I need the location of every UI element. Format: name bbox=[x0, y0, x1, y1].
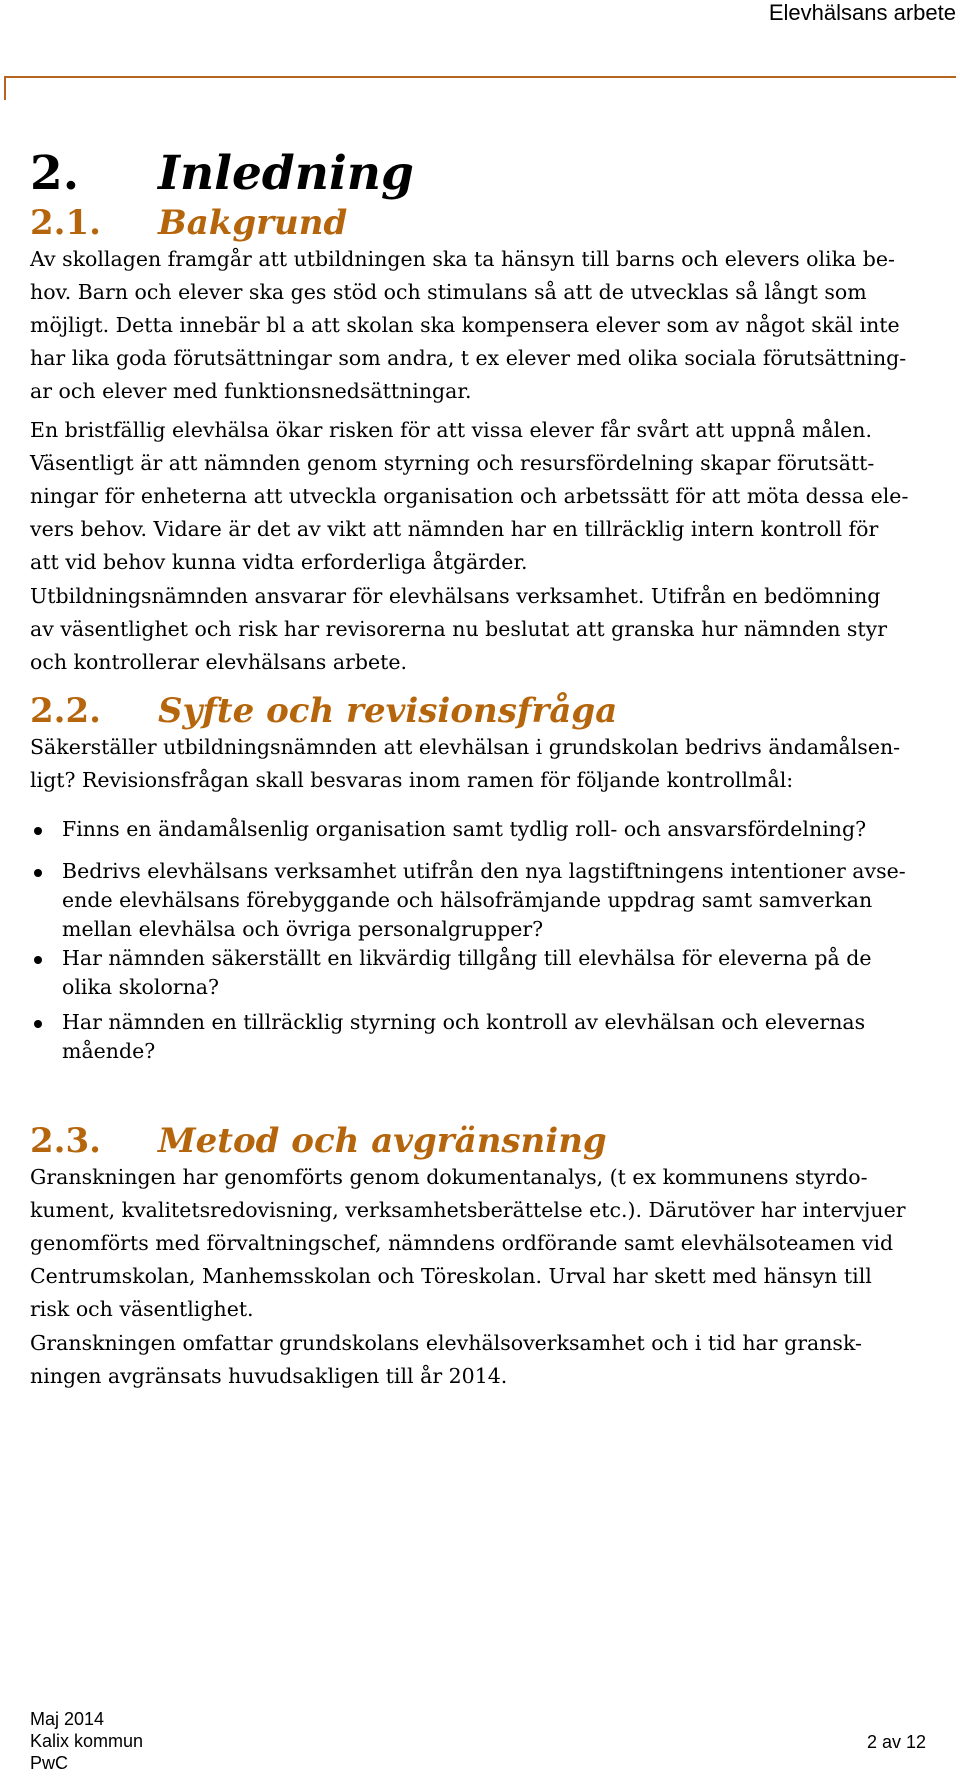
text-line: möjligt. Detta innebär bl a att skolan ska kompensera elever som av något skäl inte bbox=[30, 313, 900, 337]
text-line: att vid behov kunna vidta erforderliga åtgärder. bbox=[30, 550, 528, 574]
text-line: genomförts med förvaltningschef, nämndens ordförande samt elevhälsoteamen vid bbox=[30, 1231, 894, 1255]
chapter-title: Inledning bbox=[158, 146, 414, 201]
text-line: Har nämnden säkerställt en likvärdig tillgång till elevhälsa för eleverna på de bbox=[62, 946, 872, 970]
text-line: mående? bbox=[62, 1039, 156, 1063]
paragraph bbox=[30, 1161, 945, 1326]
text-line: risk och väsentlighet. bbox=[30, 1297, 254, 1321]
text-line: har lika goda förutsättningar som andra, t ex elever med olika sociala förutsättning- bbox=[30, 346, 907, 370]
section-title: Syfte och revisionsfråga bbox=[158, 691, 618, 731]
footer-date: Maj 2014 bbox=[30, 1709, 105, 1729]
bullet-icon bbox=[34, 1020, 42, 1028]
section-heading-syfte bbox=[30, 691, 930, 731]
text-line: ningen avgränsats huvudsakligen till år 2014. bbox=[30, 1364, 508, 1388]
paragraph bbox=[30, 1327, 945, 1393]
text-line: mellan elevhälsa och övriga personalgrupper? bbox=[62, 917, 544, 941]
page-footer bbox=[30, 1708, 930, 1774]
section-number: 2.1. bbox=[30, 203, 101, 243]
header-rule bbox=[4, 76, 956, 78]
bullet-icon bbox=[34, 869, 42, 877]
page-number: 2 av 12 bbox=[866, 1732, 926, 1752]
section-number: 2.3. bbox=[30, 1121, 101, 1161]
text-line: Bedrivs elevhälsans verksamhet utifrån den nya lagstiftningens intentioner avse- bbox=[62, 859, 906, 883]
bullet-icon bbox=[34, 956, 42, 964]
paragraph bbox=[30, 243, 945, 408]
section-title: Metod och avgränsning bbox=[158, 1121, 607, 1161]
text-line: Av skollagen framgår att utbildningen ska ta hänsyn till barns och elevers olika be- bbox=[30, 247, 895, 271]
text-line: ningar för enheterna att utveckla organisation och arbetssätt för att möta dessa ele- bbox=[30, 484, 909, 508]
text-line: hov. Barn och elever ska ges stöd och stimulans så att de utvecklas så långt som bbox=[30, 280, 867, 304]
text-line: Utbildningsnämnden ansvarar för elevhälsans verksamhet. Utifrån en bedömning bbox=[30, 584, 881, 608]
running-header: Elevhälsans arbete bbox=[768, 0, 956, 25]
footer-firm: PwC bbox=[30, 1753, 69, 1773]
text-line: Centrumskolan, Manhemsskolan och Töreskolan. Urval har skett med hänsyn till bbox=[30, 1264, 872, 1288]
header-rule-tick bbox=[4, 76, 6, 100]
text-line: vers behov. Vidare är det av vikt att nämnden har en tillräcklig intern kontroll för bbox=[30, 517, 879, 541]
text-line: Har nämnden en tillräcklig styrning och kontroll av elevhälsan och elevernas bbox=[62, 1010, 866, 1034]
section-number: 2.2. bbox=[30, 691, 101, 731]
text-line: Granskningen omfattar grundskolans elevhälsoverksamhet och i tid har gransk- bbox=[30, 1331, 862, 1355]
paragraph bbox=[30, 414, 945, 579]
section-title: Bakgrund bbox=[158, 203, 348, 243]
text-line: kument, kvalitetsredovisning, verksamhetsberättelse etc.). Därutöver har intervjuer bbox=[30, 1198, 906, 1222]
text-line: ende elevhälsans förebyggande och hälsofrämjande uppdrag samt samverkan bbox=[62, 888, 873, 912]
paragraph bbox=[30, 731, 945, 797]
text-line: En bristfällig elevhälsa ökar risken för att vissa elever får svårt att uppnå målen. bbox=[30, 418, 873, 442]
chapter-number: 2. bbox=[30, 146, 80, 201]
text-line: Väsentligt är att nämnden genom styrning och resursfördelning skapar förutsätt- bbox=[30, 451, 875, 475]
text-line: Säkerställer utbildningsnämnden att elevhälsan i grundskolan bedrivs ändamålsen- bbox=[30, 735, 901, 759]
text-line: olika skolorna? bbox=[62, 975, 220, 999]
footer-organization: Kalix kommun bbox=[30, 1731, 144, 1751]
text-line: och kontrollerar elevhälsans arbete. bbox=[30, 650, 407, 674]
text-line: Granskningen har genomförts genom dokumentanalys, (t ex kommunens styrdo- bbox=[30, 1165, 868, 1189]
paragraph bbox=[30, 580, 945, 679]
section-heading-bakgrund bbox=[30, 203, 930, 243]
text-line: ligt? Revisionsfrågan skall besvaras inom ramen för följande kontrollmål: bbox=[30, 768, 794, 792]
bullet-icon bbox=[34, 827, 42, 835]
text-line: av väsentlighet och risk har revisorerna nu beslutat att granska hur nämnden styr bbox=[30, 617, 888, 641]
chapter-heading bbox=[30, 146, 930, 201]
section-heading-metod bbox=[30, 1121, 930, 1161]
text-line: ar och elever med funktionsnedsättningar. bbox=[30, 379, 472, 403]
text-line: Finns en ändamålsenlig organisation samt tydlig roll- och ansvarsfördelning? bbox=[62, 817, 867, 841]
